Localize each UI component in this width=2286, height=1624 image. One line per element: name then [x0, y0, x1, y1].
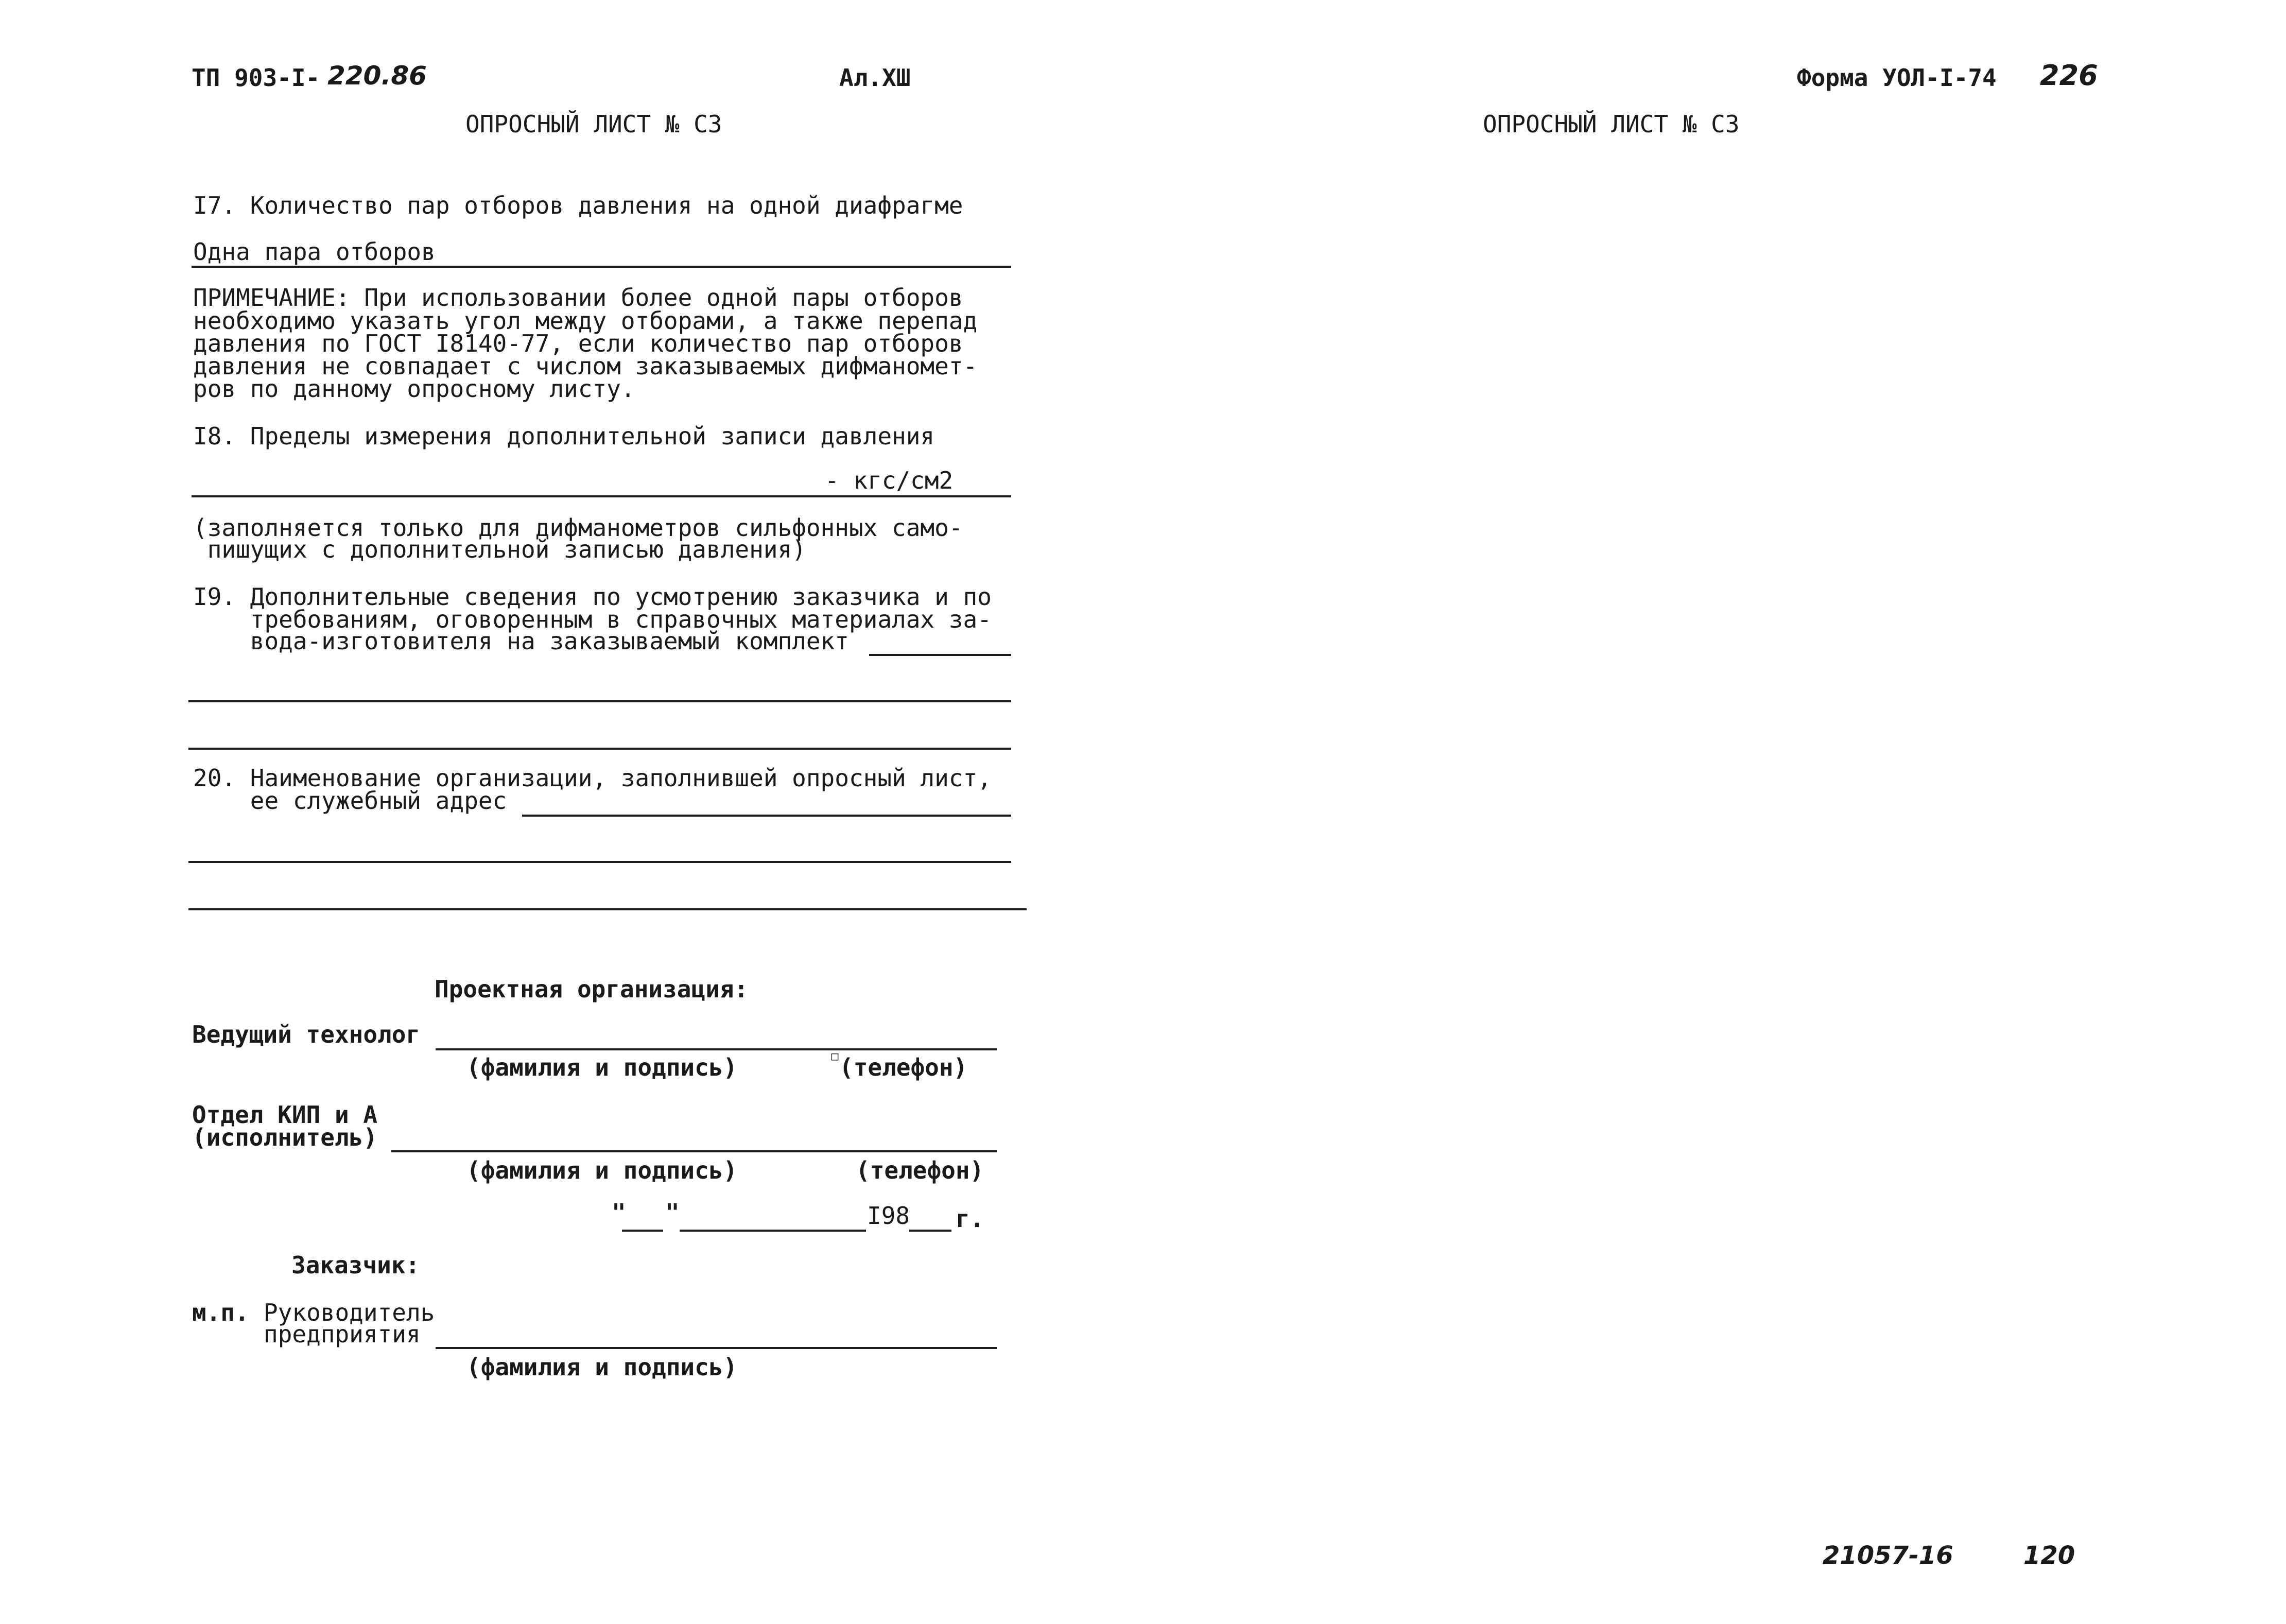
item20-fill-line-1 — [522, 815, 1011, 817]
date-year-line — [909, 1230, 951, 1232]
item20-line: ее служебный адрес — [193, 787, 507, 815]
date-day-line — [622, 1230, 663, 1232]
item19-fill-line-3 — [188, 748, 1011, 750]
item19-line: вода-изготовителя на заказываемый комплект — [193, 627, 849, 655]
item19-fill-line-2 — [188, 700, 1011, 702]
lead-tech-sign-line — [436, 1048, 997, 1050]
dept-phone-caption: (телефон) — [856, 1156, 984, 1184]
dept-sign-line — [391, 1150, 997, 1152]
item19-fill-line-1 — [869, 654, 1011, 656]
head-label-line1: Руководитель — [264, 1299, 435, 1326]
head-sign-line — [436, 1347, 997, 1349]
note-line: необходимо указать угол между отборами, а также перепад — [193, 307, 978, 335]
page-number-handwritten: 226 — [2040, 59, 2098, 92]
dept-label-line1: Отдел КИП и А — [192, 1101, 378, 1129]
note-line: ПРИМЕЧАНИЕ: При использовании более одной пары отборов — [193, 284, 963, 312]
date-close-quote: " — [665, 1199, 680, 1226]
item19-line: I9. Дополнительные сведения по усмотрению заказчика и по — [193, 583, 992, 611]
right-sheet-title: ОПРОСНЫЙ ЛИСТ № С3 — [1483, 110, 1740, 138]
head-label-line2: предприятия — [264, 1320, 421, 1348]
note-line: давления по ГОСТ I8140-77, если количество пар отборов — [193, 330, 963, 357]
head-name-caption: (фамилия и подпись) — [466, 1353, 738, 1381]
item18-hint-line: (заполняется только для дифманометров сильфонных само- — [193, 514, 963, 542]
item17-question: I7. Количество пар отборов давления на одной диафрагме — [193, 192, 963, 219]
lead-tech-label: Ведущий технолог — [192, 1021, 421, 1048]
doc-number-handwritten: 220.86 — [327, 61, 427, 91]
album-label: Ал.XШ — [839, 64, 911, 92]
item17-answer: Одна пара отборов — [193, 238, 436, 266]
footer-code-handwritten: 21057-16 — [1823, 1541, 1953, 1570]
project-org-heading: Проектная организация: — [435, 975, 749, 1003]
left-sheet-title: ОПРОСНЫЙ ЛИСТ № С3 — [465, 110, 722, 138]
item19-line: требованиям, оговоренным в справочных материалах за- — [193, 606, 992, 633]
date-year-prefix: I98 — [867, 1202, 910, 1230]
item18-hint-line: пишущих с дополнительной записью давления) — [193, 535, 806, 563]
item17-answer-line — [192, 266, 1011, 268]
lead-tech-phone-caption: (телефон) — [839, 1053, 968, 1081]
cursor-mark: ▫ — [830, 1047, 840, 1064]
item20-fill-line-3 — [188, 908, 1027, 910]
item18-value-line — [192, 495, 1011, 497]
seal-label: м.п. — [192, 1299, 249, 1326]
footer-number-handwritten: 120 — [2023, 1541, 2075, 1570]
date-open-quote: " — [612, 1199, 626, 1226]
doc-prefix: ТП 903-I- — [192, 64, 320, 92]
note-line: ров по данному опросному листу. — [193, 375, 635, 403]
date-month-line — [680, 1230, 866, 1232]
item18-unit: - кгс/см2 — [825, 467, 954, 494]
lead-tech-name-caption: (фамилия и подпись) — [466, 1053, 738, 1081]
dept-label-line2: (исполнитель) — [192, 1124, 378, 1151]
customer-heading: Заказчик: — [291, 1251, 420, 1279]
note-line: давления не совпадает с числом заказываемых дифманомет- — [193, 352, 978, 380]
item18-question: I8. Пределы измерения дополнительной записи давления — [193, 422, 935, 450]
item20-line: 20. Наименование организации, заполнившей опросный лист, — [193, 764, 992, 792]
dept-name-caption: (фамилия и подпись) — [466, 1156, 738, 1184]
form-label: Форма УОЛ-I-74 — [1797, 64, 1997, 92]
item20-fill-line-2 — [188, 861, 1011, 863]
date-year-suffix: г. — [956, 1205, 984, 1233]
